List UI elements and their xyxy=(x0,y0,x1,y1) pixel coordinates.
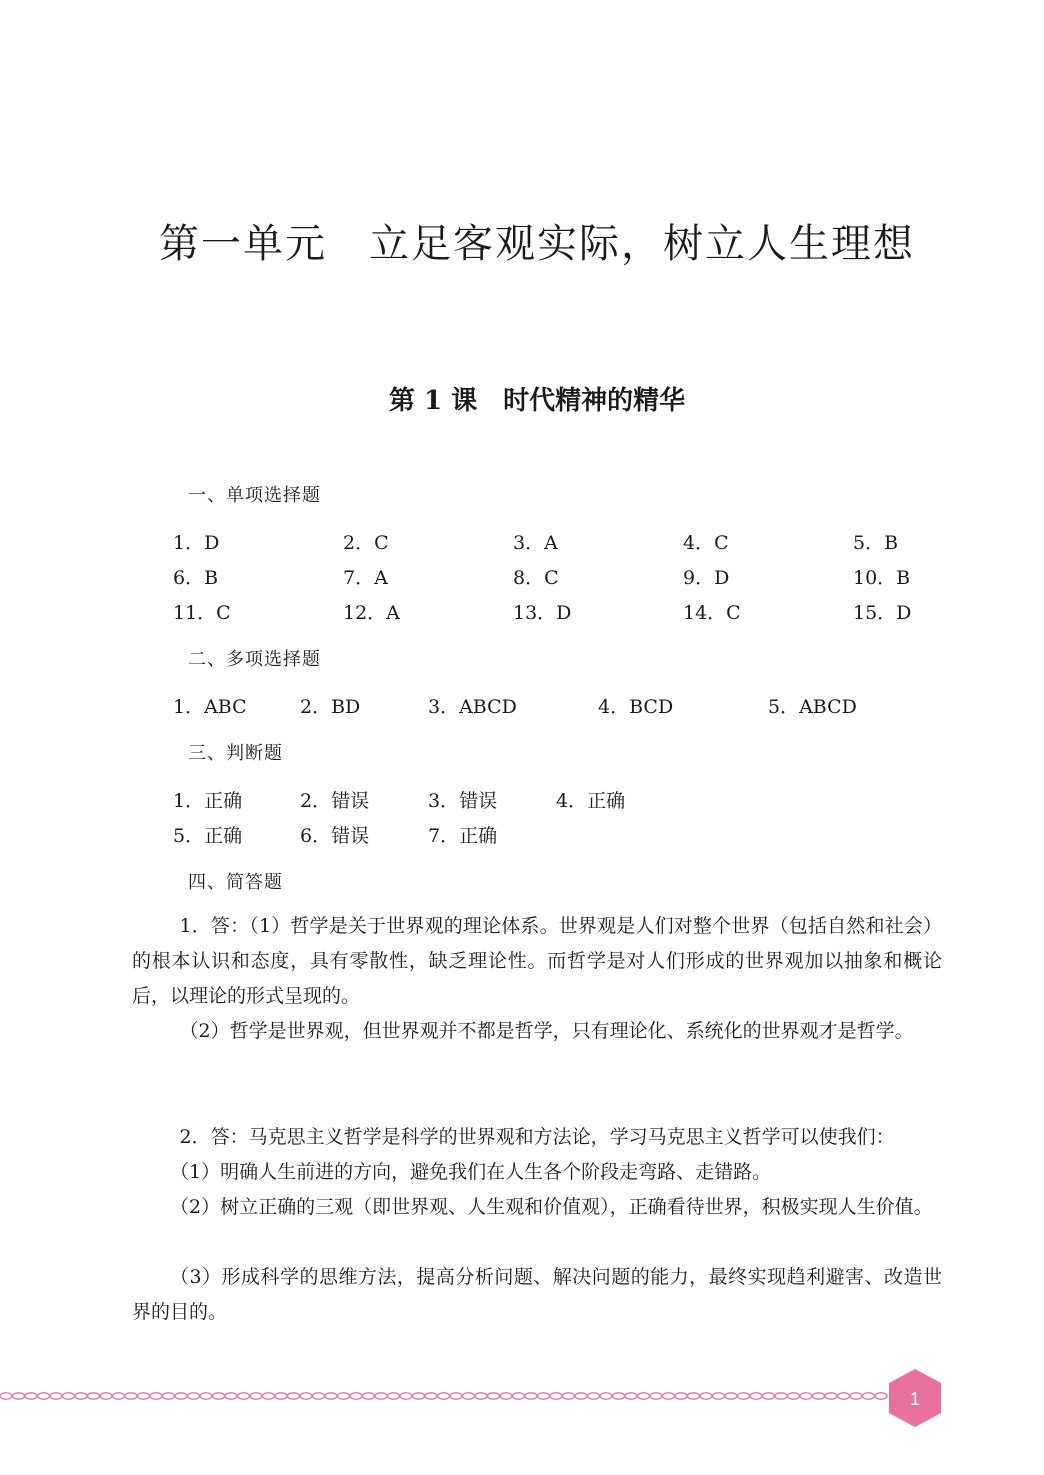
answer-item: 6．错误 xyxy=(300,825,370,847)
chain-link xyxy=(150,1393,162,1399)
chain-link xyxy=(275,1393,287,1399)
chain-link xyxy=(475,1393,487,1399)
chain-link xyxy=(250,1393,262,1399)
chain-link xyxy=(838,1393,850,1399)
chain-link xyxy=(38,1393,50,1399)
chain-link xyxy=(225,1393,237,1399)
answer-item: 7．正确 xyxy=(428,825,498,847)
answer-item: 15．D xyxy=(853,602,912,624)
chain-link xyxy=(488,1393,500,1399)
chain-link xyxy=(863,1393,875,1399)
chain-link xyxy=(663,1393,675,1399)
answer-paragraph: （2）哲学是世界观，但世界观并不都是哲学，只有理论化、系统化的世界观才是哲学。 xyxy=(179,1020,914,1042)
chain-link xyxy=(638,1393,650,1399)
answer-item: 3．错误 xyxy=(428,790,498,812)
answer-paragraph: 1．答：（1）哲学是关于世界观的理论体系。世界观是人们对整个世界（包括自然和社会）的根本认识和态度，具有零散性，缺乏理论性。而哲学是对人们形成的世界观加以抽象和概论后，以理论的形式呈现的。 xyxy=(132,915,942,1007)
answer-item: 7．A xyxy=(343,567,388,589)
chain-link xyxy=(713,1393,725,1399)
answer-item: 6．B xyxy=(173,567,219,589)
answer-paragraph: （3）形成科学的思维方法，提高分析问题、解决问题的能力，最终实现趋利避害、改造世界的目的。 xyxy=(132,1266,942,1323)
chain-link xyxy=(513,1393,525,1399)
answer-paragraph: （1）明确人生前进的方向，避免我们在人生各个阶段走弯路、走错路。 xyxy=(170,1161,772,1183)
answer-item: 4．BCD xyxy=(598,696,674,718)
chain-link xyxy=(613,1393,625,1399)
chain-link xyxy=(88,1393,100,1399)
chain-link xyxy=(300,1393,312,1399)
answer-item: 1．正确 xyxy=(173,790,243,812)
chain-link xyxy=(463,1393,475,1399)
chain-link xyxy=(625,1393,637,1399)
answer-item: 14．C xyxy=(683,602,741,624)
chain-link xyxy=(50,1393,62,1399)
answer-item: 5．B xyxy=(853,532,899,554)
chain-link xyxy=(738,1393,750,1399)
chain-link xyxy=(75,1393,87,1399)
answer-item: 4．C xyxy=(683,532,729,554)
chain-link xyxy=(575,1393,587,1399)
lesson-title: 第 1 课 时代精神的精华 xyxy=(388,386,686,416)
chain-link xyxy=(800,1393,812,1399)
chain-link xyxy=(788,1393,800,1399)
chain-link xyxy=(500,1393,512,1399)
chain-link xyxy=(588,1393,600,1399)
chain-link xyxy=(25,1393,37,1399)
chain-link xyxy=(650,1393,662,1399)
chain-link xyxy=(400,1393,412,1399)
answer-item: 2．C xyxy=(343,532,389,554)
chain-link xyxy=(375,1393,387,1399)
chain-link xyxy=(325,1393,337,1399)
answer-item: 2．错误 xyxy=(300,790,370,812)
answer-item: 10．B xyxy=(853,567,911,589)
chain-link xyxy=(388,1393,400,1399)
chain-link xyxy=(438,1393,450,1399)
chain-link xyxy=(313,1393,325,1399)
chain-link xyxy=(188,1393,200,1399)
answer-item: 5．正确 xyxy=(173,825,243,847)
unit-title: 第一单元 立足客观实际，树立人生理想 xyxy=(159,221,915,267)
chain-link xyxy=(13,1393,25,1399)
section-heading-short-answer: 四、简答题 xyxy=(188,872,283,893)
chain-link xyxy=(550,1393,562,1399)
chain-link xyxy=(538,1393,550,1399)
answer-item: 3．A xyxy=(513,532,558,554)
answer-item: 8．C xyxy=(513,567,559,589)
chain-link xyxy=(200,1393,212,1399)
chain-link xyxy=(725,1393,737,1399)
chain-link xyxy=(213,1393,225,1399)
page-number-badge xyxy=(886,1367,944,1429)
page-number: 1 xyxy=(909,1389,921,1409)
chain-link xyxy=(525,1393,537,1399)
chain-link xyxy=(563,1393,575,1399)
chain-link xyxy=(700,1393,712,1399)
chain-link xyxy=(813,1393,825,1399)
chain-link xyxy=(100,1393,112,1399)
chain-link xyxy=(350,1393,362,1399)
chain-link xyxy=(775,1393,787,1399)
answer-item: 1．D xyxy=(173,532,220,554)
answer-item: 1．ABC xyxy=(173,696,247,718)
answer-item: 9．D xyxy=(683,567,730,589)
chain-link xyxy=(763,1393,775,1399)
section-heading-single-choice: 一、单项选择题 xyxy=(188,485,321,506)
chain-link xyxy=(675,1393,687,1399)
chain-link xyxy=(450,1393,462,1399)
chain-link xyxy=(238,1393,250,1399)
decorative-chain-line xyxy=(0,1388,900,1404)
chain-link xyxy=(175,1393,187,1399)
chain-link xyxy=(850,1393,862,1399)
chain-link xyxy=(113,1393,125,1399)
chain-link xyxy=(825,1393,837,1399)
chain-link xyxy=(288,1393,300,1399)
section-heading-multiple-choice: 二、多项选择题 xyxy=(188,649,321,670)
answer-item: 3．ABCD xyxy=(428,696,517,718)
chain-link xyxy=(600,1393,612,1399)
answer-item: 13．D xyxy=(513,602,572,624)
chain-link xyxy=(338,1393,350,1399)
answer-paragraph: 2．答：马克思主义哲学是科学的世界观和方法论，学习马克思主义哲学可以使我们： xyxy=(179,1126,895,1148)
answer-item: 4．正确 xyxy=(556,790,626,812)
answer-item: 2．BD xyxy=(300,696,361,718)
chain-link xyxy=(413,1393,425,1399)
answer-item: 12．A xyxy=(343,602,400,624)
chain-link xyxy=(750,1393,762,1399)
chain-link xyxy=(688,1393,700,1399)
answer-item: 5．ABCD xyxy=(768,696,857,718)
chain-link xyxy=(263,1393,275,1399)
chain-link xyxy=(0,1393,12,1399)
chain-link xyxy=(425,1393,437,1399)
chain-link xyxy=(138,1393,150,1399)
chain-link xyxy=(363,1393,375,1399)
answer-item: 11．C xyxy=(173,602,231,624)
chain-link xyxy=(163,1393,175,1399)
chain-link xyxy=(125,1393,137,1399)
answer-paragraph: （2）树立正确的三观（即世界观、人生观和价值观），正确看待世界，积极实现人生价值。 xyxy=(170,1196,933,1218)
section-heading-true-false: 三、判断题 xyxy=(188,743,283,764)
chain-link xyxy=(63,1393,75,1399)
